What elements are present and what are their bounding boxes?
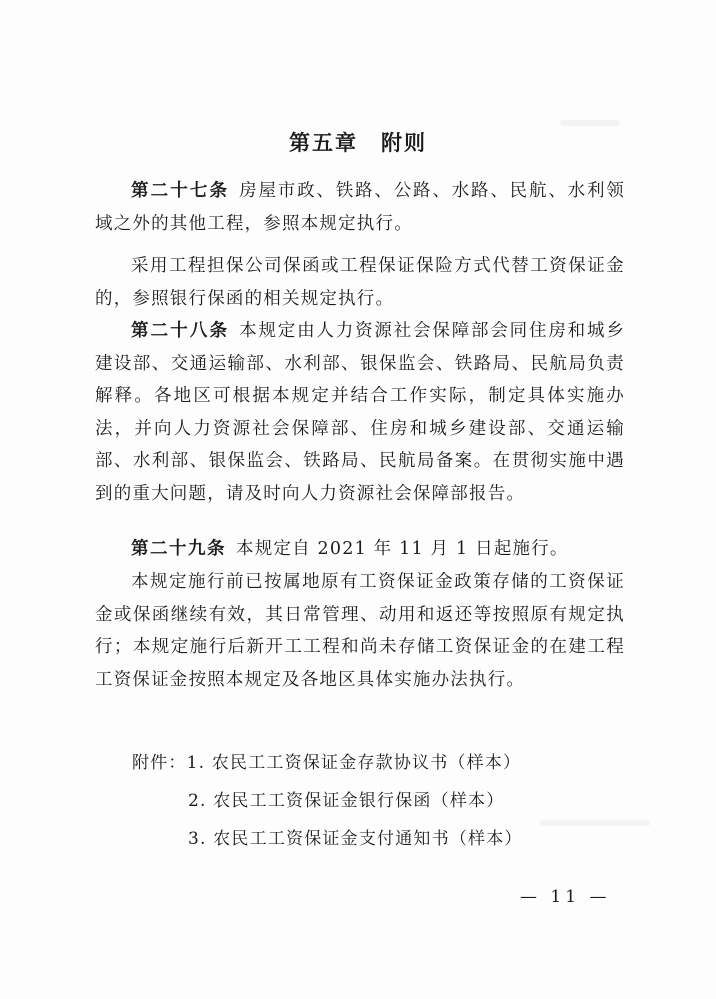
attachment-item[interactable]: 1. 农民工工资保证金存款协议书（样本） (186, 753, 522, 773)
article-28 (95, 315, 625, 510)
article-text: 本规定自 2021 年 11 月 1 日起施行。 (236, 539, 569, 559)
attachment-item[interactable]: 3. 农民工工资保证金支付通知书（样本） (188, 829, 523, 849)
bleed-through-mark (560, 120, 620, 126)
bleed-through-mark (540, 820, 650, 826)
page-number: — 11 — (520, 887, 611, 907)
attachment-line-2 (188, 786, 504, 811)
article-text: 本规定由人力资源社会保障部会同住房和城乡建设部、交通运输部、水利部、银保监会、铁路局、民航局负责解释。各地区可根据本规定并结合工作实际，制定具体实施办法，并向人力资源社会保障部、住房和城乡建设部、交通运输部、水利部、银保监会、铁路局、民航局备案。在贯彻实施中遇到的重大问题，请及时向人力资源社会保障部报告。 (95, 321, 625, 504)
article-label: 第二十九条 (131, 539, 226, 559)
article-text: 本规定施行前已按属地原有工资保证金政策存储的工资保证金或保函继续有效，其日常管理、动用和返还等按照原有规定执行；本规定施行后新开工工程和尚未存储工资保证金的在建工程工资保证金按照本规定及各地区具体实施办法执行。 (95, 572, 625, 690)
attachment-line-3 (188, 824, 523, 849)
article-27-paragraph-2 (95, 250, 625, 315)
article-29 (95, 533, 625, 566)
attachment-item[interactable]: 2. 农民工工资保证金银行保函（样本） (188, 791, 505, 811)
attachments-prefix: 附件： (132, 753, 187, 773)
article-27 (95, 175, 625, 240)
article-29-paragraph-2 (95, 566, 625, 696)
chapter-title: 第五章 附则 (289, 130, 427, 155)
article-text: 房屋市政、铁路、公路、水路、民航、水利领域之外的其他工程，参照本规定执行。 (95, 181, 625, 234)
attachment-line-1 (132, 748, 521, 773)
article-text: 采用工程担保公司保函或工程保证保险方式代替工资保证金的，参照银行保函的相关规定执行。 (95, 256, 625, 309)
article-label: 第二十八条 (131, 321, 230, 341)
article-label: 第二十七条 (131, 181, 230, 201)
